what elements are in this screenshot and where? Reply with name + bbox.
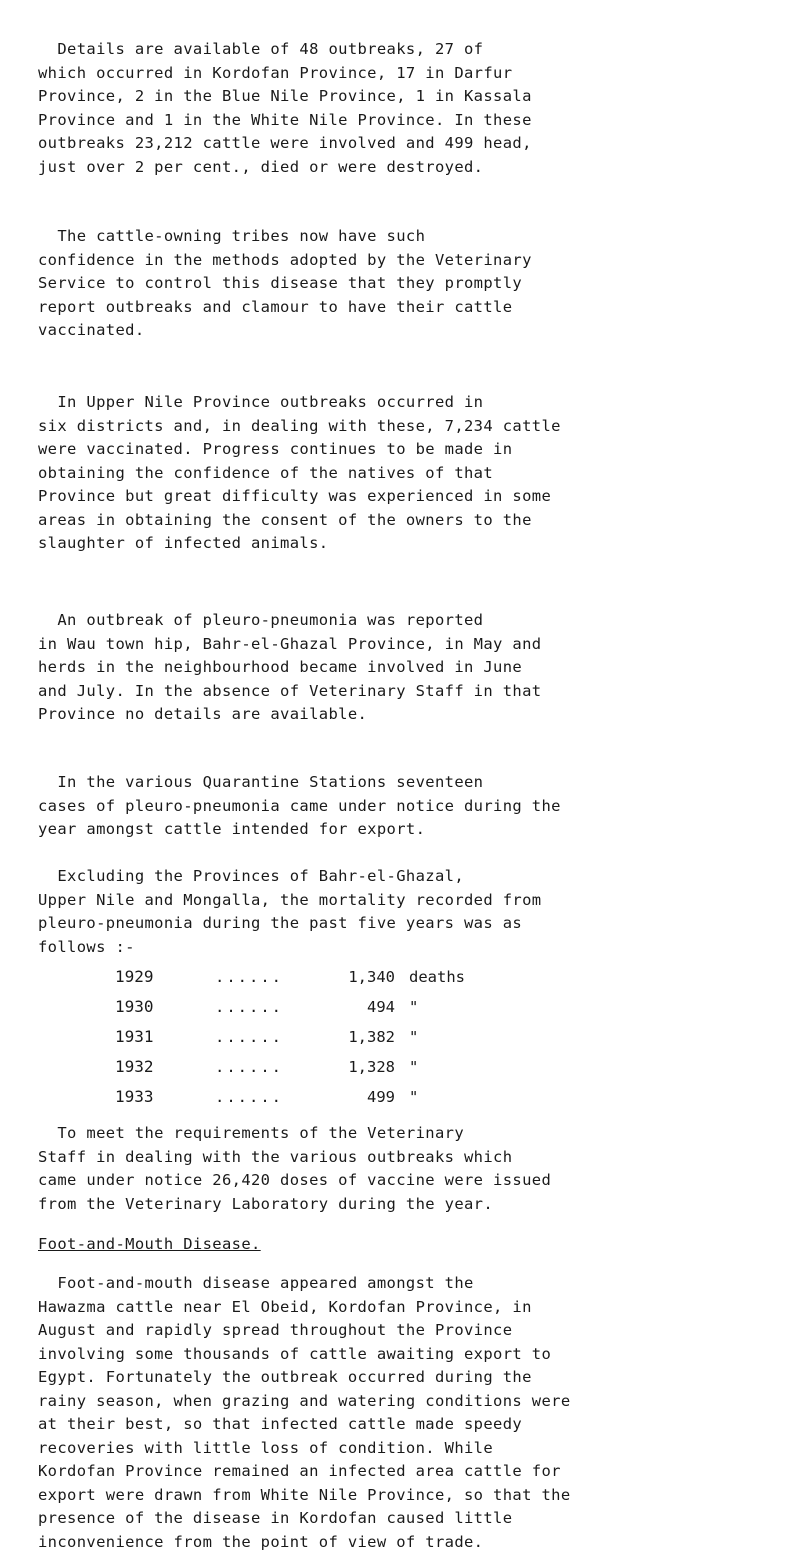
deaths-cell: 494 [305, 992, 395, 1022]
paragraph-mortality-intro [38, 865, 778, 959]
text-line: rainy season, when grazing and watering conditions were [38, 1390, 778, 1414]
paragraph-cattle-tribes [38, 225, 778, 343]
text-line: confidence in the methods adopted by the Veterinary [38, 249, 778, 273]
text-line: were vaccinated. Progress continues to be made in [38, 438, 778, 462]
text-line: and July. In the absence of Veterinary Staff in that [38, 680, 778, 704]
text-line: In Upper Nile Province outbreaks occurred in [38, 391, 778, 415]
leader-dots: ...... [215, 962, 295, 992]
text-line: Province no details are available. [38, 703, 778, 727]
text-line: involving some thousands of cattle awaiting export to [38, 1343, 778, 1367]
text-line: Hawazma cattle near El Obeid, Kordofan Province, in [38, 1296, 778, 1320]
text-line: came under notice 26,420 doses of vaccine were issued [38, 1169, 778, 1193]
text-line: Province but great difficulty was experienced in some [38, 485, 778, 509]
paragraph-vaccine-doses [38, 1122, 778, 1216]
text-line: six districts and, in dealing with these, 7,234 cattle [38, 415, 778, 439]
text-line: Upper Nile and Mongalla, the mortality recorded from [38, 889, 778, 913]
text-line: In the various Quarantine Stations seventeen [38, 771, 778, 795]
text-line: recoveries with little loss of condition. While [38, 1437, 778, 1461]
paragraph-upper-nile [38, 391, 778, 556]
unit-cell: " [409, 1082, 529, 1112]
text-line: Service to control this disease that they promptly [38, 272, 778, 296]
text-line: pleuro-pneumonia during the past five years was as [38, 912, 778, 936]
table-row [115, 1052, 615, 1082]
text-line: year amongst cattle intended for export. [38, 818, 778, 842]
year-cell: 1932 [115, 1052, 185, 1082]
text-line: Staff in dealing with the various outbreaks which [38, 1146, 778, 1170]
text-line: Excluding the Provinces of Bahr-el-Ghazal, [38, 865, 778, 889]
year-cell: 1931 [115, 1022, 185, 1052]
text-line: at their best, so that infected cattle made speedy [38, 1413, 778, 1437]
text-line: presence of the disease in Kordofan caused little [38, 1507, 778, 1531]
text-line: An outbreak of pleuro-pneumonia was reported [38, 609, 778, 633]
deaths-cell: 1,340 [305, 962, 395, 992]
table-row [115, 1022, 615, 1052]
year-cell: 1929 [115, 962, 185, 992]
text-line: just over 2 per cent., died or were destroyed. [38, 156, 778, 180]
text-line: which occurred in Kordofan Province, 17 in Darfur [38, 62, 778, 86]
text-line: The cattle-owning tribes now have such [38, 225, 778, 249]
text-line: outbreaks 23,212 cattle were involved and 499 head, [38, 132, 778, 156]
leader-dots: ...... [215, 992, 295, 1022]
unit-cell: " [409, 992, 529, 1022]
text-line: Details are available of 48 outbreaks, 27 of [38, 38, 778, 62]
unit-cell: " [409, 1022, 529, 1052]
table-row [115, 992, 615, 1022]
section-heading: Foot-and-Mouth Disease. [38, 1235, 261, 1253]
text-line: Foot-and-mouth disease appeared amongst the [38, 1272, 778, 1296]
text-line: follows :- [38, 936, 778, 960]
deaths-cell: 1,382 [305, 1022, 395, 1052]
text-line: vaccinated. [38, 319, 778, 343]
mortality-table [115, 962, 615, 1112]
deaths-cell: 499 [305, 1082, 395, 1112]
text-line: cases of pleuro-pneumonia came under notice during the [38, 795, 778, 819]
deaths-cell: 1,328 [305, 1052, 395, 1082]
text-line: report outbreaks and clamour to have their cattle [38, 296, 778, 320]
year-cell: 1933 [115, 1082, 185, 1112]
text-line: Kordofan Province remained an infected area cattle for [38, 1460, 778, 1484]
text-line: in Wau town hip, Bahr-el-Ghazal Province, in May and [38, 633, 778, 657]
leader-dots: ...... [215, 1052, 295, 1082]
text-line: Egypt. Fortunately the outbreak occurred during the [38, 1366, 778, 1390]
paragraph-outbreak-details [38, 38, 778, 179]
text-line: Province, 2 in the Blue Nile Province, 1 in Kassala [38, 85, 778, 109]
leader-dots: ...... [215, 1082, 295, 1112]
table-row [115, 1082, 615, 1112]
paragraph-wau-outbreak [38, 609, 778, 727]
text-line: from the Veterinary Laboratory during the year. [38, 1193, 778, 1217]
paragraph-foot-and-mouth [38, 1272, 778, 1554]
text-line: herds in the neighbourhood became involved in June [38, 656, 778, 680]
text-line: obtaining the confidence of the natives of that [38, 462, 778, 486]
text-line: To meet the requirements of the Veterinary [38, 1122, 778, 1146]
text-line: slaughter of infected animals. [38, 532, 778, 556]
unit-cell: " [409, 1052, 529, 1082]
leader-dots: ...... [215, 1022, 295, 1052]
text-line: August and rapidly spread throughout the Province [38, 1319, 778, 1343]
text-line: export were drawn from White Nile Province, so that the [38, 1484, 778, 1508]
text-line: inconvenience from the point of view of trade. [38, 1531, 778, 1554]
table-row [115, 962, 615, 992]
year-cell: 1930 [115, 992, 185, 1022]
text-line: areas in obtaining the consent of the owners to the [38, 509, 778, 533]
text-line: Province and 1 in the White Nile Province. In these [38, 109, 778, 133]
paragraph-quarantine-stations [38, 771, 778, 842]
unit-cell: deaths [409, 962, 529, 992]
